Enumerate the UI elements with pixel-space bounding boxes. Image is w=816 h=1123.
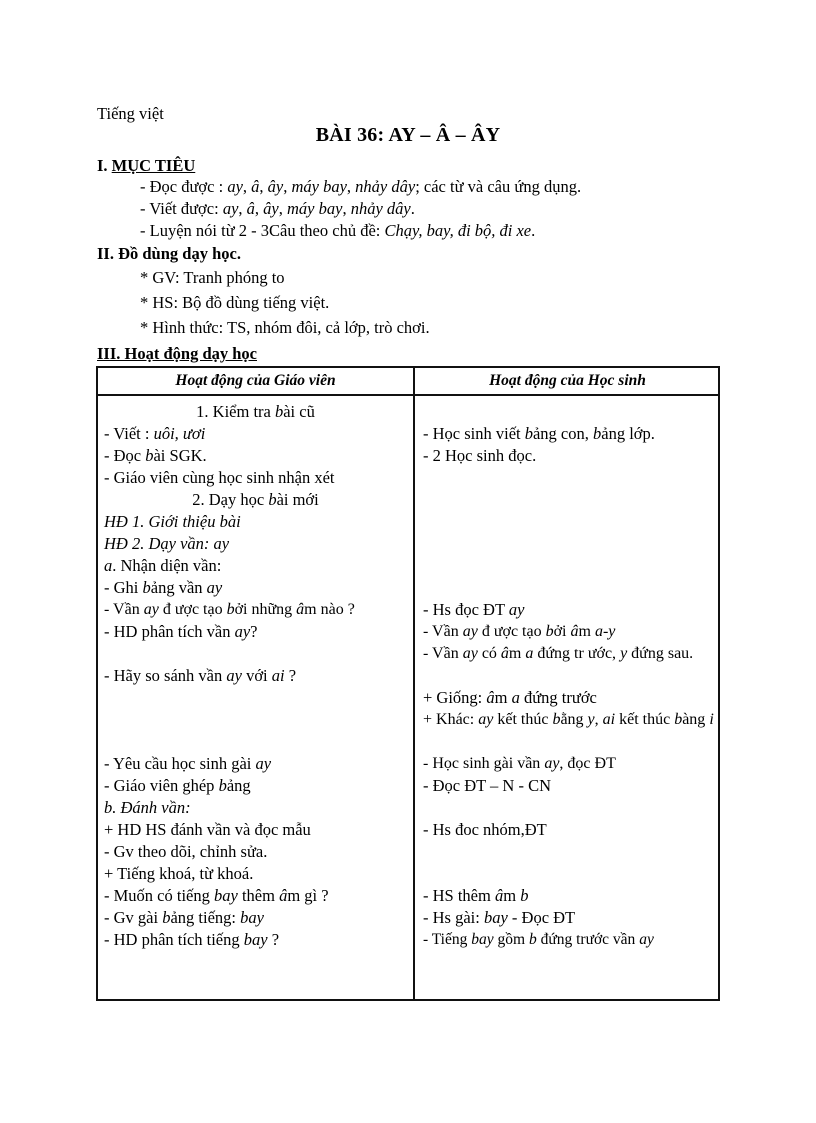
table-row: - Gv gài bảng tiếng: bay: [104, 908, 264, 927]
section-heading-i: [97, 155, 195, 176]
table-row: - Học sinh viết bảng con, bảng lớp.: [423, 424, 655, 443]
table-row: 2. Dạy học bài mới: [192, 490, 319, 509]
table-row: - Giáo viên cùng học sinh nhận xét: [104, 468, 335, 487]
table-row: HĐ 2. Dạy vần: ay: [104, 534, 230, 553]
materials-line-1: * GV: Tranh phóng to: [140, 268, 285, 287]
table-row: + Khác: ay kết thúc bằng y, ai kết thúc bàng i: [423, 711, 714, 728]
section-i-title: MỤC TIÊU: [111, 156, 196, 175]
table-row: - HD phân tích vần ay?: [104, 622, 258, 641]
table-row: + HD HS đánh vần và đọc mẫu: [104, 820, 311, 839]
table-row: b. Đánh vần:: [104, 798, 191, 817]
table-row: - HS thêm âm b: [423, 886, 529, 905]
section-iii-title: III. Hoạt động dạy học: [97, 344, 257, 363]
section-i-number: I.: [97, 156, 112, 175]
table-row: - Gv theo dõi, chỉnh sửa.: [104, 842, 268, 861]
table-row: - Học sinh gài vần ay, đọc ĐT: [423, 755, 616, 772]
objective-1-text: - Đọc được : ay, â, ây, máy bay, nhảy dây; các từ và câu ứng dụng.: [140, 177, 582, 196]
table-row: - Đọc ĐT – N - CN: [423, 776, 552, 795]
student-activities-cell: [415, 396, 720, 999]
activities-table: [96, 366, 720, 1001]
table-row: - HD phân tích tiếng bay ?: [104, 930, 280, 949]
teacher-activities-cell: [98, 396, 413, 999]
table-row: - 2 Học sinh đọc.: [423, 446, 537, 465]
section-heading-iii: [97, 343, 257, 364]
table-row: - Viết : uôi, ươi: [104, 424, 206, 443]
table-row: - Hs đoc nhóm,ĐT: [423, 820, 547, 839]
objective-line-2: [140, 198, 415, 219]
table-row: HĐ 1. Giới thiệu bài: [104, 512, 241, 531]
table-row: - Hãy so sánh vần ay với ai ?: [104, 666, 297, 685]
table-row: - Giáo viên ghép bảng: [104, 776, 251, 795]
objective-line-3: [140, 220, 535, 241]
materials-line-2: * HS: Bộ đồ dùng tiếng việt.: [140, 293, 330, 312]
table-row: - Yêu cầu học sinh gài ay: [104, 754, 272, 773]
table-row: - Đọc bài SGK.: [104, 446, 207, 465]
table-row: + Tiếng khoá, từ khoá.: [104, 864, 254, 883]
objective-3-text: - Luyện nói từ 2 - 3Câu theo chủ đề: Chạy, bay, đi bộ, đi xe.: [140, 221, 536, 240]
table-row: a. Nhận diện vần:: [104, 556, 222, 575]
table-row: - Hs gài: bay - Đọc ĐT: [423, 908, 576, 927]
table-row: - Tiếng bay gồm b đứng trước vần ay: [423, 931, 654, 948]
table-row: - Vần ay đ ược tạo bởi những âm nào ?: [104, 601, 355, 618]
table-row: - Vần ay đ ược tạo bởi âm a-y: [423, 623, 616, 640]
column-header-teacher: Hoạt động của Giáo viên: [175, 372, 336, 389]
table-row: - Vần ay có âm a đứng tr ước, y đứng sau.: [423, 645, 694, 662]
table-row: - Muốn có tiếng bay thêm âm gì ?: [104, 886, 329, 905]
materials-line-3: * Hình thức: TS, nhóm đôi, cả lớp, trò chơi.: [140, 318, 430, 337]
table-header-row: [98, 368, 718, 396]
table-row: - Ghi bảng vần ay: [104, 578, 223, 597]
column-header-student: Hoạt động của Học sinh: [489, 372, 646, 389]
section-heading-ii: II. Đồ dùng dạy học.: [97, 244, 241, 263]
table-row: 1. Kiểm tra bài cũ: [196, 402, 315, 421]
subject-label: Tiếng việt: [97, 104, 164, 123]
table-row: + Giống: âm a đứng trước: [423, 688, 597, 707]
objective-2-text: - Viết được: ay, â, ây, máy bay, nhảy dây.: [140, 199, 415, 218]
objective-line-1: [140, 176, 581, 197]
table-row: - Hs đọc ĐT ay: [423, 600, 525, 619]
page-title: BÀI 36: AY – Â – ÂY: [315, 124, 501, 146]
